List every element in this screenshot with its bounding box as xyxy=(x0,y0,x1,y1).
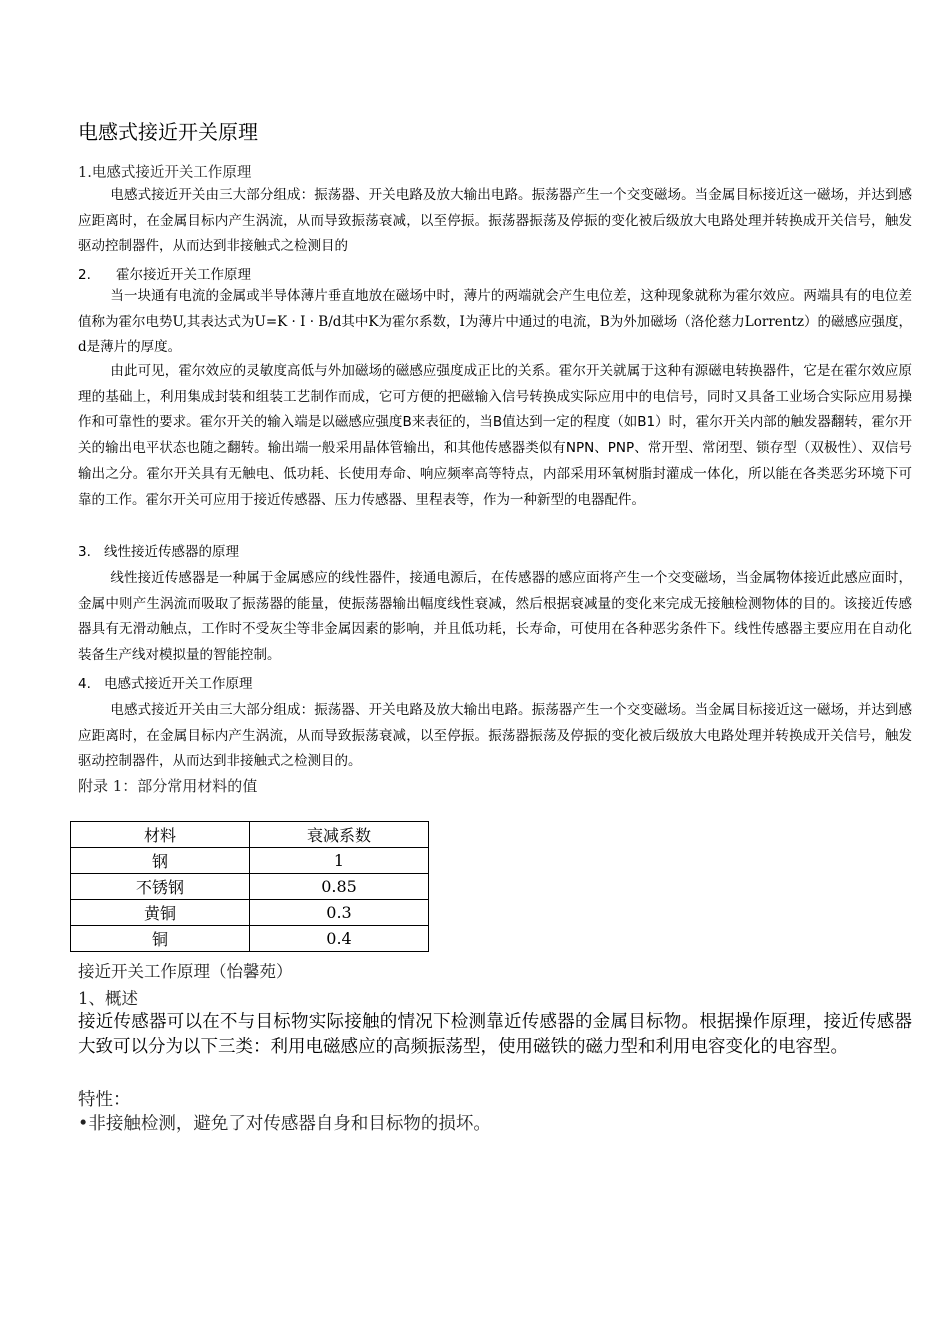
table-cell: 钢 xyxy=(71,848,250,874)
overview-body: 接近传感器可以在不与目标物实际接触的情况下检测靠近传感器的金属目标物。根据操作原理，接近传感器大致可以分为以下三类：利用电磁感应的高频振荡型，使用磁铁的磁力型和利用电容变化的电容型。 xyxy=(78,1012,912,1057)
section-4-body: 电感式接近开关由三大部分组成：振荡器、开关电路及放大输出电路。振荡器产生一个交变磁场。当金属目标接近这一磁场，并达到感应距离时，在金属目标内产生涡流，从而导致振荡衰减，以至停振。振荡器振荡及停振的变化被后级放大电路处理并转换成开关信号，触发驱动控制器件，从而达到非接触式之检测目的。 xyxy=(78,702,912,770)
table-row xyxy=(71,900,429,926)
section-1-heading: 1.电感式接近开关工作原理 xyxy=(78,165,252,181)
table-cell: 铜 xyxy=(71,926,250,952)
table-row xyxy=(71,848,429,874)
table-cell: 不锈钢 xyxy=(71,874,250,900)
section-4-title: 电感式接近开关工作原理 xyxy=(104,676,253,692)
section-2-number: 2. xyxy=(78,267,91,283)
section-2-title: 霍尔接近开关工作原理 xyxy=(116,267,251,283)
table-cell: 0.4 xyxy=(250,926,429,952)
table-header-cell: 衰减系数 xyxy=(250,822,429,848)
section-2-body-1: 当一块通有电流的金属或半导体薄片垂直地放在磁场中时，薄片的两端就会产生电位差，这种现象就称为霍尔效应。两端具有的电位差值称为霍尔电势U,其表达式为U=K · I · B/d其中K为霍尔系数，I为薄片中通过的电流，B为外加磁场（洛伦慈力Lorrentz）的磁感应强度，d是薄片的厚度。 xyxy=(78,288,913,356)
section-1-body: 电感式接近开关由三大部分组成：振荡器、开关电路及放大输出电路。振荡器产生一个交变磁场。当金属目标接近这一磁场，并达到感应距离时，在金属目标内产生涡流，从而导致振荡衰减，以至停振。振荡器振荡及停振的变化被后级放大电路处理并转换成开关信号，触发驱动控制器件，从而达到非接触式之检测目的 xyxy=(78,187,912,255)
table-cell: 0.3 xyxy=(250,900,429,926)
section-4-heading xyxy=(78,672,253,692)
materials-table xyxy=(70,821,429,952)
table-cell: 0.85 xyxy=(250,874,429,900)
section-3-body: 线性接近传感器是一种属于金属感应的线性器件，接通电源后，在传感器的感应面将产生一个交变磁场，当金属物体接近此感应面时，金属中则产生涡流而吸取了振荡器的能量，使振荡器输出幅度线性衰减，然后根据衰减量的变化来完成无接触检测物体的目的。该接近传感器具有无滑动触点，工作时不受灰尘等非金属因素的影响，并且低功耗，长寿命，可使用在各种恶劣条件下。线性传感器主要应用在自动化装备生产线对模拟量的智能控制。 xyxy=(78,570,912,664)
table-row xyxy=(71,874,429,900)
section-3-heading xyxy=(78,540,239,560)
table-row xyxy=(71,926,429,952)
table-header-row xyxy=(71,822,429,848)
table-cell: 黄铜 xyxy=(71,900,250,926)
section-2-heading xyxy=(78,263,251,283)
section-2-body-2: 由此可见，霍尔效应的灵敏度高低与外加磁场的磁感应强度成正比的关系。霍尔开关就属于这种有源磁电转换器件，它是在霍尔效应原理的基础上，利用集成封装和组装工艺制作而成，它可方便的把磁输入信号转换成实际应用中的电信号，同时又具备工业场合实际应用易操作和可靠性的要求。霍尔开关的输入端是以磁感应强度B来表征的，当B值达到一定的程度（如B1）时，霍尔开关内部的触发器翻转，霍尔开关的输出电平状态也随之翻转。输出端一般采用晶体管输出，和其他传感器类似有NPN、PNP、常开型、常闭型、锁存型（双极性）、双信号输出之分。霍尔开关具有无触电、低功耗、长使用寿命、响应频率高等特点，内部采用环氧树脂封灌成一体化，所以能在各类恶劣环境下可靠的工作。霍尔开关可应用于接近传感器、压力传感器、里程表等，作为一种新型的电器配件。 xyxy=(78,363,912,508)
part-2-title: 接近开关工作原理（怡馨苑） xyxy=(78,962,293,981)
features-heading: 特性： xyxy=(78,1090,131,1110)
page-title: 电感式接近开关原理 xyxy=(78,120,258,144)
section-3-number: 3. xyxy=(78,544,91,560)
table-header-cell: 材料 xyxy=(71,822,250,848)
table-cell: 1 xyxy=(250,848,429,874)
section-3-title: 线性接近传感器的原理 xyxy=(104,544,239,560)
appendix-caption: 附录 1：部分常用材料的值 xyxy=(78,777,258,795)
section-4-number: 4. xyxy=(78,676,91,692)
overview-heading: 1、概述 xyxy=(78,989,138,1008)
feature-item: •非接触检测，避免了对传感器自身和目标物的损坏。 xyxy=(78,1114,491,1134)
